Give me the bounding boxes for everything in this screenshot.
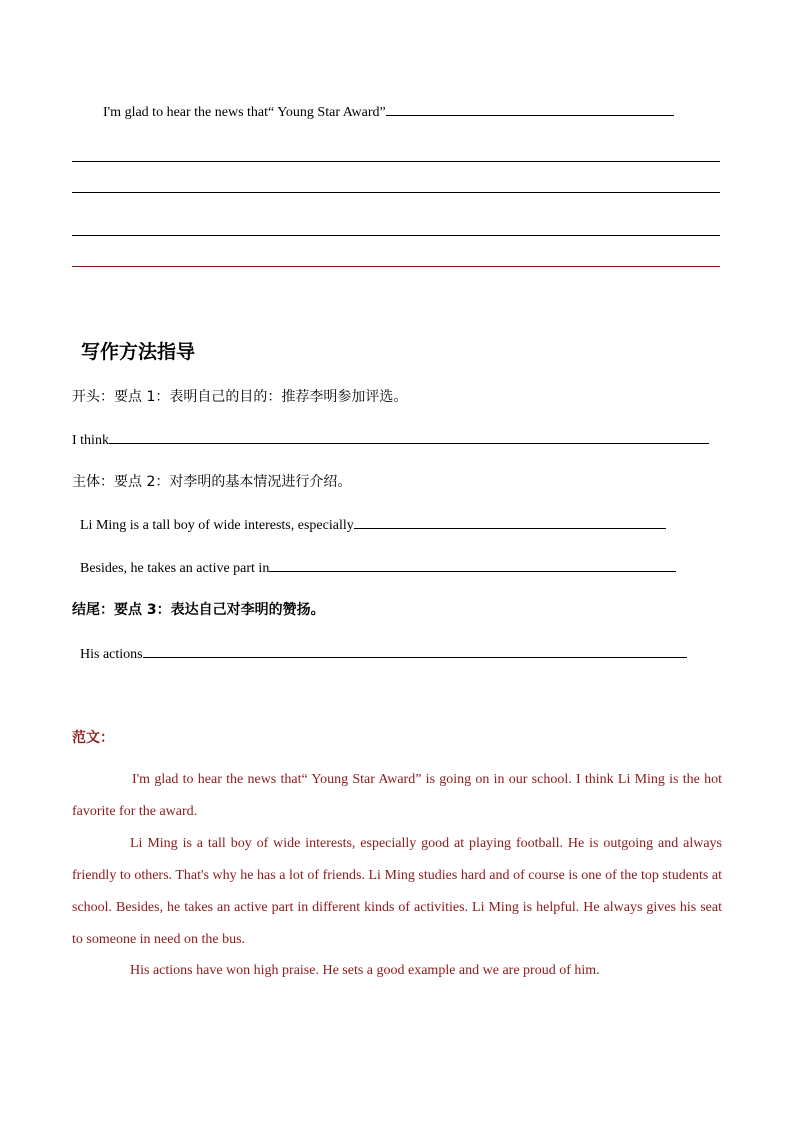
sample-paragraph-1: I'm glad to hear the news that“ Young Star Award” is going on in our school. I think Li Ming is the hot favorite for the award.	[72, 772, 722, 819]
body-line-2	[80, 557, 676, 579]
ending-blank[interactable]	[143, 643, 687, 658]
guide-heading: 写作方法指导	[81, 341, 196, 363]
body-blank-2[interactable]	[269, 557, 676, 572]
body-blank-1[interactable]	[354, 514, 666, 529]
body-label: 主体：要点 2：对李明的基本情况进行介绍。	[72, 474, 352, 490]
answer-line-4[interactable]	[72, 266, 720, 267]
opening-line	[72, 429, 709, 451]
answer-line-3[interactable]	[72, 235, 720, 236]
sample-heading: 范文：	[72, 730, 114, 746]
answer-blank[interactable]	[386, 101, 674, 116]
opening-start: I think	[72, 433, 109, 448]
body-start-2: Besides, he takes an active part in	[80, 561, 270, 576]
prompt-text: I'm glad to hear the news that“ Young Star Award”	[103, 105, 386, 120]
ending-label: 结尾：要点 3：表达自己对李明的赞扬。	[72, 602, 325, 618]
body-line-1	[80, 514, 666, 536]
ending-line	[80, 643, 687, 665]
body-start-1: Li Ming is a tall boy of wide interests, especially	[80, 518, 354, 533]
opening-blank[interactable]	[109, 429, 709, 444]
answer-line-2[interactable]	[72, 192, 720, 193]
sample-paragraph-2: Li Ming is a tall boy of wide interests, especially good at playing football. He is outgoing and always friendly to others. That's why he has a lot of friends. Li Ming studies hard and of course is one of the top students at school. Besides, he takes an active part in different kinds of activities. Li Ming is helpful. He always gives his seat to someone in need on the bus.	[72, 836, 722, 947]
sample-paragraph-3: His actions have won high praise. He sets a good example and we are proud of him.	[130, 963, 600, 978]
prompt-line	[103, 101, 674, 123]
answer-line-1[interactable]	[72, 161, 720, 162]
ending-start: His actions	[80, 647, 143, 662]
opening-label: 开头：要点 1：表明自己的目的：推荐李明参加评选。	[72, 389, 408, 405]
